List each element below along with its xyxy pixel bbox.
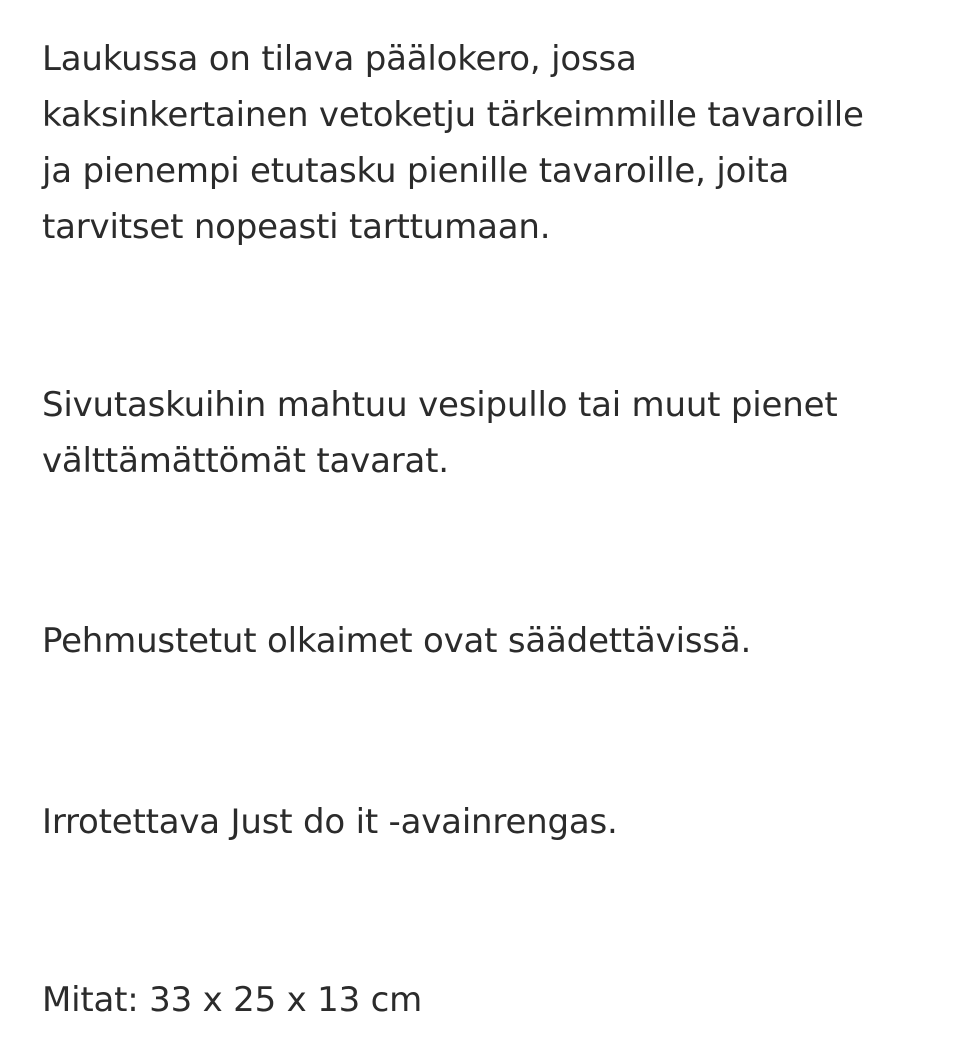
description-paragraph-side-pockets: Sivutaskuihin mahtuu vesipullo tai muut pienet välttämättömät tavarat. bbox=[42, 385, 838, 481]
description-paragraph-key-ring: Irrotettava Just do it -avainrengas. bbox=[42, 802, 618, 842]
description-paragraph-shoulder-straps: Pehmustetut olkaimet ovat säädettävissä. bbox=[42, 621, 752, 661]
description-paragraph-main-compartment: Laukussa on tilava päälokero, jossa kaksinkertainen vetoketju tärkeimmille tavaroille ja pienempi etutasku pienille tavaroille, joita tarvitset nopeasti tarttumaan. bbox=[42, 39, 864, 247]
description-paragraph-dimensions: Mitat: 33 x 25 x 13 cm bbox=[42, 980, 423, 1020]
